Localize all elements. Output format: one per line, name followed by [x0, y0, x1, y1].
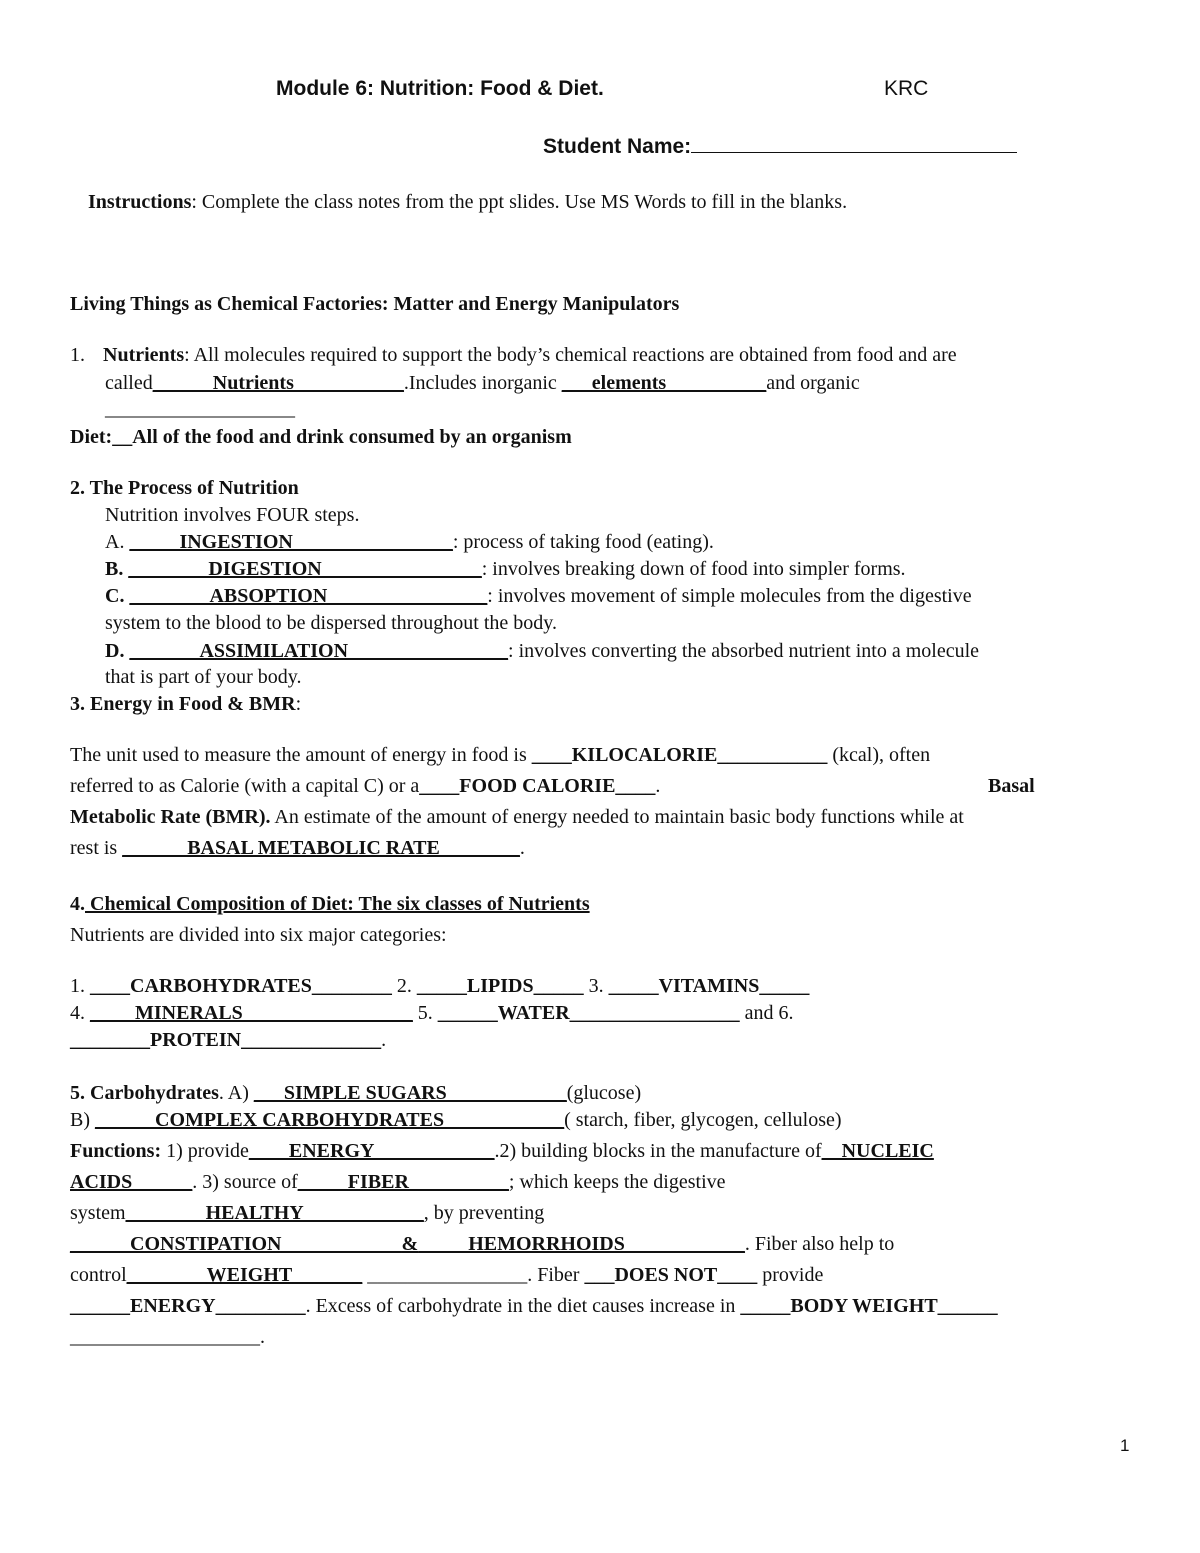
energy-2-answer[interactable]: ______ENERGY_________	[70, 1295, 306, 1317]
provide-text: provide	[757, 1264, 824, 1286]
hemorrhoids-answer[interactable]: _____HEMORRHOIDS____________	[418, 1233, 745, 1255]
functions-row-1	[70, 1138, 934, 1164]
nutrients-item	[70, 342, 957, 368]
class-3-num: 3.	[583, 975, 609, 997]
energy-p3-text: An estimate of the amount of energy needed to maintain basic body functions while at	[270, 806, 964, 828]
constipation-answer[interactable]: ______CONSTIPATION____________	[70, 1233, 402, 1255]
diet-answer[interactable]: __All of the food and drink consumed by an organism	[112, 426, 572, 448]
body-weight-answer[interactable]: _____BODY WEIGHT______	[740, 1295, 998, 1317]
carb-b-note: ( starch, fiber, glycogen, cellulose)	[564, 1109, 842, 1131]
energy-p2-text: referred to as Calorie (with a capital C) or a	[70, 775, 420, 797]
carbohydrates-row-b	[70, 1107, 842, 1133]
system-text: system	[70, 1202, 126, 1224]
assimilation-answer[interactable]: _______ASSIMILATION________________	[129, 640, 509, 662]
energy-answer[interactable]: ____ENERGY____________	[248, 1140, 495, 1162]
step-a	[105, 529, 714, 555]
digestion-answer[interactable]: ________DIGESTION________________	[128, 558, 482, 580]
composition-heading	[70, 891, 590, 917]
nutrients-definition: : All molecules required to support the body’s chemical reactions are obtained from food and are	[184, 344, 957, 366]
document-title: Module 6: Nutrition: Food & Diet.	[276, 77, 604, 100]
healthy-answer[interactable]: ________HEALTHY____________	[125, 1202, 424, 1224]
called-text: called	[105, 372, 153, 394]
carbohydrates-row-a	[70, 1080, 641, 1106]
step-c-continued: system to the blood to be dispersed throughout the body.	[105, 612, 557, 634]
and-organic-text: and organic	[766, 372, 860, 394]
functions-row-2	[70, 1169, 726, 1195]
functions-row-4	[70, 1231, 894, 1257]
nucleic-answer[interactable]: __NUCLEIC	[821, 1140, 934, 1162]
carbohydrates-heading: 5. Carbohydrates	[70, 1082, 219, 1104]
nutrients-term: Nutrients	[103, 344, 185, 366]
page-number: 1	[1120, 1436, 1130, 1455]
energy-p4-end: .	[519, 837, 525, 859]
does-not-answer[interactable]: ___DOES NOT____	[584, 1264, 758, 1286]
class-5-num: 5.	[412, 1002, 438, 1024]
carb-a-note: (glucose)	[566, 1082, 642, 1104]
kilocalorie-answer[interactable]: ____KILOCALORIE___________	[531, 744, 828, 766]
functions-row-7	[70, 1324, 265, 1350]
step-a-label: A.	[105, 531, 130, 553]
function-2-text: .2) building blocks in the manufacture of	[494, 1140, 822, 1162]
energy-p2	[70, 773, 660, 799]
simple-sugars-answer[interactable]: ___SIMPLE SUGARS____________	[253, 1082, 567, 1104]
energy-p2-end: .	[655, 775, 661, 797]
food-calorie-answer[interactable]: ____FOOD CALORIE____	[419, 775, 656, 797]
step-d-text: : involves converting the absorbed nutrient into a molecule	[508, 640, 980, 662]
bmr-term: Metabolic Rate (BMR).	[70, 806, 271, 828]
organic-blank[interactable]: ___________________	[105, 398, 295, 420]
basal-word: Basal	[988, 775, 1035, 797]
student-name-label: Student Name:	[543, 135, 692, 158]
energy-p1-end: (kcal), often	[827, 744, 931, 766]
carbohydrates-answer[interactable]: ____CARBOHYDRATES________	[90, 975, 392, 997]
step-c-label: C.	[105, 585, 130, 607]
functions-label: Functions:	[70, 1140, 162, 1162]
step-d-label: D.	[105, 640, 130, 662]
author-initials: KRC	[884, 77, 929, 100]
energy-p4	[70, 835, 525, 861]
final-end: .	[260, 1326, 265, 1348]
functions-row-3	[70, 1200, 544, 1226]
preventing-text: , by preventing	[423, 1202, 545, 1224]
control-text: control	[70, 1264, 127, 1286]
functions-row-5	[70, 1262, 823, 1288]
section-title: Living Things as Chemical Factories: Matter and Energy Manipulators	[70, 293, 680, 315]
diet-label: Diet:	[70, 426, 113, 448]
composition-number: 4.	[70, 893, 85, 915]
acids-answer[interactable]: ACIDS______	[70, 1171, 193, 1193]
class-1-num: 1.	[70, 975, 90, 997]
composition-title: Chemical Composition of Diet: The six classes of Nutrients	[85, 893, 590, 915]
absorption-answer[interactable]: ________ABSOPTION________________	[129, 585, 488, 607]
ingestion-answer[interactable]: _____INGESTION________________	[129, 531, 453, 553]
ampersand: &	[401, 1233, 419, 1255]
step-b-label: B.	[105, 558, 129, 580]
instructions	[88, 189, 847, 215]
class-4-num: 4.	[70, 1002, 90, 1024]
water-answer[interactable]: ______WATER_________________	[437, 1002, 740, 1024]
process-heading: 2. The Process of Nutrition	[70, 477, 299, 499]
carb-b-label: B)	[70, 1109, 95, 1131]
vitamins-answer[interactable]: _____VITAMINS_____	[608, 975, 810, 997]
instructions-label: Instructions	[88, 191, 192, 213]
step-b-text: : involves breaking down of food into simpler forms.	[481, 558, 906, 580]
step-d-continued: that is part of your body.	[105, 666, 302, 688]
minerals-answer[interactable]: ____ MINERALS_________________	[90, 1002, 413, 1024]
step-c-text: : involves movement of simple molecules from the digestive	[487, 585, 972, 607]
nutrients-blanks-row	[105, 370, 860, 396]
energy-heading: 3. Energy in Food & BMR	[70, 693, 296, 715]
step-d	[105, 638, 979, 664]
instructions-text: : Complete the class notes from the ppt slides. Use MS Words to fill in the blanks.	[191, 191, 848, 213]
energy-heading-colon: :	[295, 693, 302, 715]
step-c	[105, 583, 972, 609]
energy-heading-row	[70, 691, 301, 717]
process-intro: Nutrition involves FOUR steps.	[105, 504, 360, 526]
nutrient-classes-row-3	[70, 1027, 386, 1053]
energy-p3	[70, 804, 964, 830]
bmr-answer[interactable]: ______ BASAL METABOLIC RATE________	[122, 837, 520, 859]
function-1-text: 1) provide	[161, 1140, 249, 1162]
step-a-text: : process of taking food (eating).	[452, 531, 714, 553]
class-6-num: and 6.	[739, 1002, 794, 1024]
nutrient-classes-row-2	[70, 1000, 794, 1026]
weight-extra-blank[interactable]: ________________	[367, 1264, 528, 1286]
function-3-text: . 3) source of	[192, 1171, 298, 1193]
energy-p1-text: The unit used to measure the amount of energy in food is	[70, 744, 532, 766]
protein-answer[interactable]: ________PROTEIN______________	[70, 1029, 382, 1051]
composition-intro: Nutrients are divided into six major categories:	[70, 924, 447, 946]
excess-text: . Excess of carbohydrate in the diet causes increase in	[305, 1295, 741, 1317]
classes-end: .	[381, 1029, 387, 1051]
function-3-end: ; which keeps the digestive	[508, 1171, 726, 1193]
step-b	[105, 556, 906, 582]
complex-carbohydrates-answer[interactable]: ______COMPLEX CARBOHYDRATES____________	[95, 1109, 565, 1131]
elements-answer[interactable]: ___elements__________	[561, 372, 767, 394]
student-name-row	[543, 134, 1017, 159]
item-number: 1.	[70, 344, 85, 366]
energy-p4-text: rest is	[70, 837, 123, 859]
fiber-text: . Fiber	[527, 1264, 585, 1286]
fiber-help-text: . Fiber also help to	[744, 1233, 895, 1255]
lipids-answer[interactable]: _____LIPIDS_____	[416, 975, 584, 997]
diet-definition	[70, 424, 572, 450]
nutrients-answer[interactable]: ______Nutrients___________	[152, 372, 404, 394]
weight-answer[interactable]: ________WEIGHT_______	[126, 1264, 363, 1286]
final-blank[interactable]: ___________________	[70, 1326, 260, 1348]
organic-blank-row	[105, 396, 295, 422]
class-2-num: 2.	[391, 975, 417, 997]
fiber-answer[interactable]: _____FIBER__________	[297, 1171, 509, 1193]
carb-a-label: . A)	[218, 1082, 254, 1104]
nutrient-classes-row-1	[70, 973, 809, 999]
energy-p1	[70, 742, 930, 768]
includes-text: .Includes inorganic	[403, 372, 562, 394]
functions-row-6	[70, 1293, 998, 1319]
student-name-blank[interactable]	[691, 134, 1017, 153]
